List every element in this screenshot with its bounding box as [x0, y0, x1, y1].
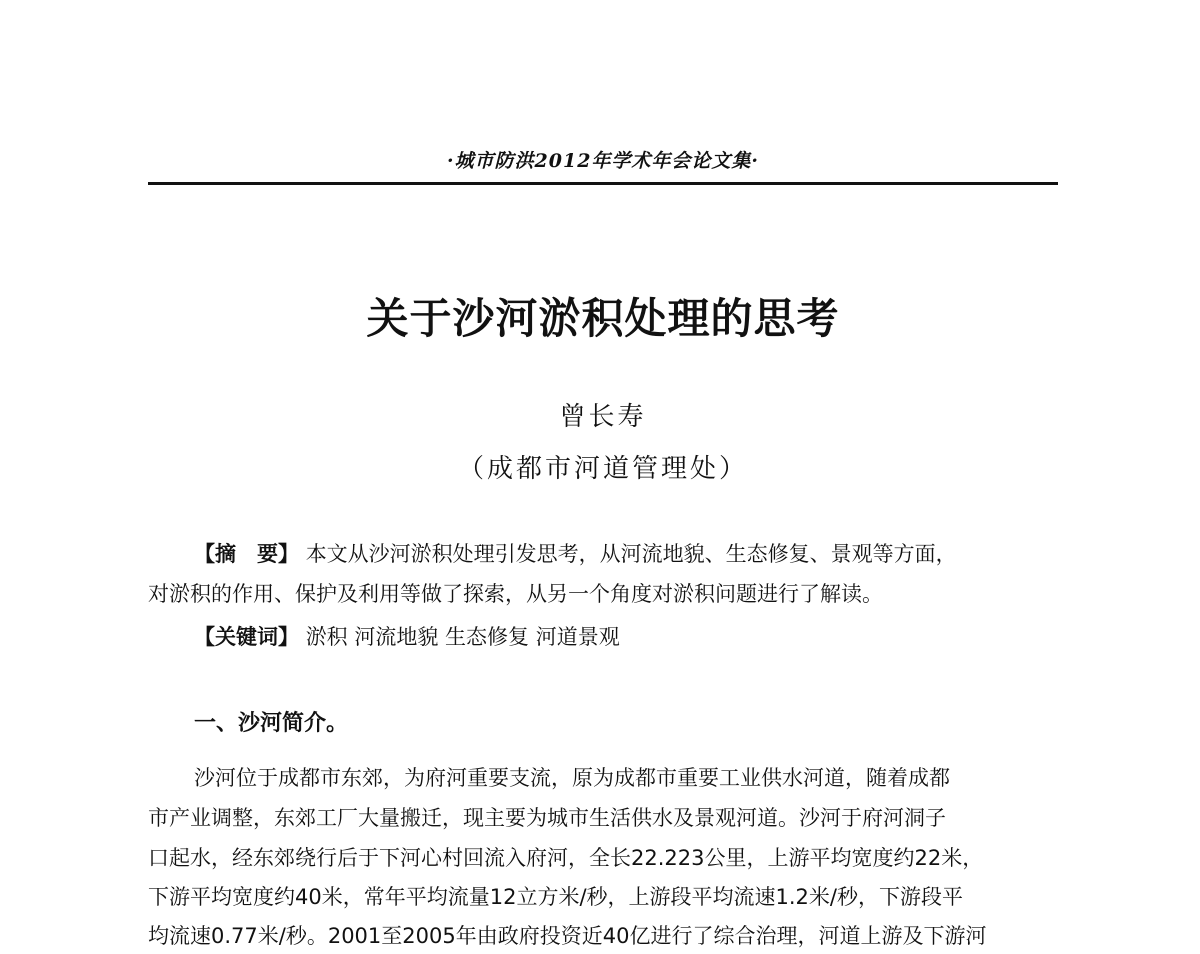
- body-line: 沙河位于成都市东郊，为府河重要支流，原为成都市重要工业供水河道，随着成都: [194, 766, 950, 790]
- body-line: 口起水，经东郊绕行后于下河心村回流入府河，全长22.223公里，上游平均宽度约22米，: [148, 846, 984, 870]
- abstract-label: 【摘 要】: [194, 542, 299, 566]
- abstract-text-1: 本文从沙河淤积处理引发思考，从河流地貌、生态修复、景观等方面，: [305, 542, 957, 566]
- section-heading: 一、沙河简介。: [194, 711, 349, 736]
- abstract-line-1: [194, 538, 1058, 568]
- keywords-text: 淤积 河流地貌 生态修复 河道景观: [305, 625, 620, 649]
- body-line: 均流速0.77米/秒。2001至2005年由政府投资近40亿进行了综合治理，河道上游及下游河: [148, 924, 987, 948]
- running-header: ·城市防洪2012年学术年会论文集·: [446, 150, 760, 172]
- author-affiliation: （成都市河道管理处）: [457, 454, 748, 484]
- abstract-line-2: 对淤积的作用、保护及利用等做了探索，从另一个角度对淤积问题进行了解读。: [148, 582, 883, 606]
- author-name: 曾长寿: [559, 402, 647, 432]
- keywords-label: 【关键词】: [194, 625, 299, 649]
- body-line: 市产业调整，东郊工厂大量搬迁，现主要为城市生活供水及景观河道。沙河于府河洞子: [148, 806, 946, 830]
- article-title: 关于沙河淤积处理的思考: [366, 294, 840, 343]
- body-line: 下游平均宽度约40米，常年平均流量12立方米/秒，上游段平均流速1.2米/秒，下游段平: [148, 885, 963, 909]
- keywords-line: [194, 621, 1058, 651]
- header-rule: [148, 182, 1058, 185]
